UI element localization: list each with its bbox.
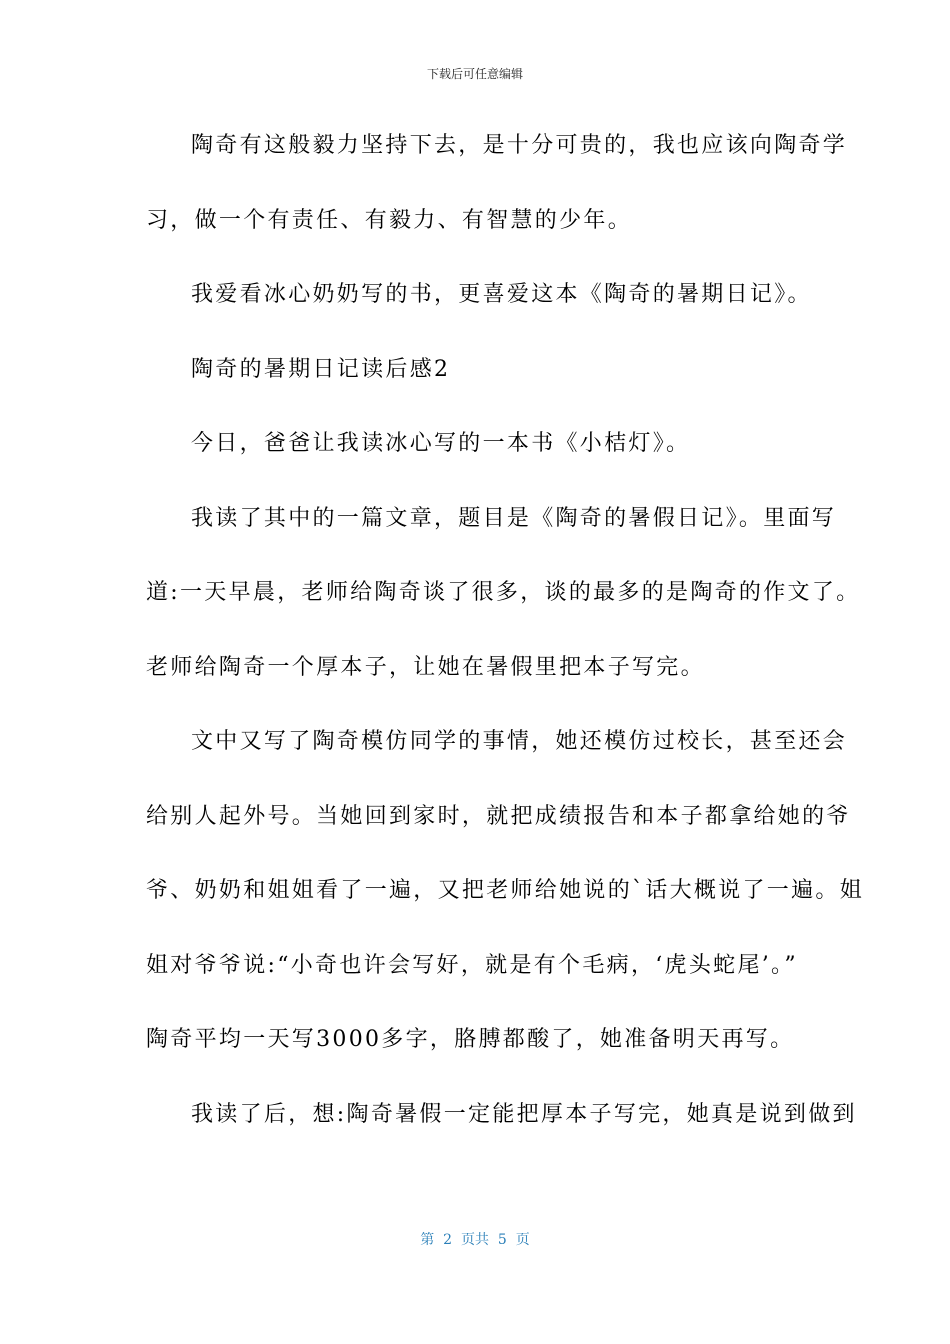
document-body [146,122,865,1165]
text-line: 今日，爸爸让我读冰心写的一本书《小桔灯》。 [191,431,691,456]
text-line: 我读了后，想:陶奇暑假一定能把厚本子写完，她真是说到做到 [191,1101,857,1127]
text-line: 我读了其中的一篇文章，题目是《陶奇的暑假日记》。里面写 [191,505,837,531]
text-line: 姐对爷爷说:“小奇也许会写好，就是有个毛病，‘虎头蛇尾’。” [146,952,798,978]
text-line: 陶奇平均一天写3000多字，胳膊都酸了，她准备明天再写。 [146,1027,795,1052]
section-heading: 陶奇的暑期日记读后感2 [191,356,451,382]
text-line: 习，做一个有责任、有毅力、有智慧的少年。 [146,207,633,233]
page-number-footer: 第 2 页共 5 页 [420,1232,530,1248]
text-line: 我爱看冰心奶奶写的书，更喜爱这本《陶奇的暑期日记》。 [191,282,812,307]
text-line: 文中又写了陶奇模仿同学的事情，她还模仿过校长，甚至还会 [191,729,848,754]
text-line: 陶奇有这般毅力坚持下去，是十分可贵的，我也应该向陶奇学 [191,133,848,158]
text-line: 给别人起外号。当她回到家时，就把成绩报告和本子都拿给她的爷 [146,803,851,829]
text-line: 道:一天早晨，老师给陶奇谈了很多，谈的最多的是陶奇的作文了。 [146,580,861,605]
page-header: 下载后可任意编辑 [426,67,523,81]
text-line: 爷、奶奶和姐姐看了一遍，又把老师给她说的`话大概说了一遍。姐 [146,878,865,903]
text-line: 老师给陶奇一个厚本子，让她在暑假里把本子写完。 [146,654,705,680]
